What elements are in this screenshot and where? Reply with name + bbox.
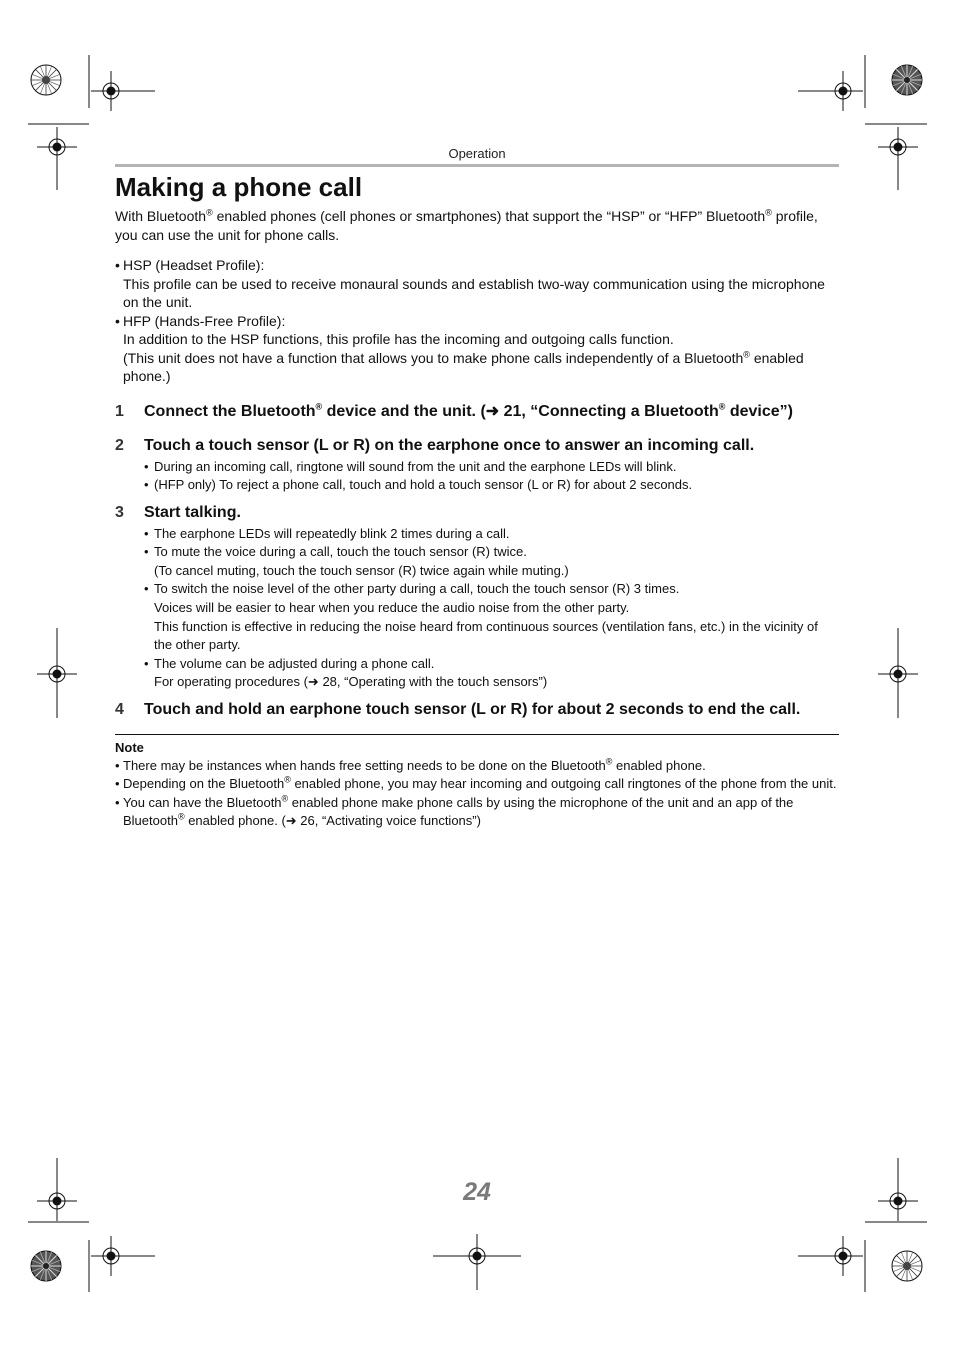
intro-paragraph — [115, 207, 839, 245]
registered-mark: ® — [605, 756, 613, 767]
profile-description: This profile can be used to receive monaural sounds and establish two-way communication using the microphone on the unit. — [123, 275, 825, 310]
step-text-part: device”) — [725, 402, 793, 420]
profile-name: HSP (Headset Profile): — [123, 257, 265, 273]
profile-description-text: (This unit does not have a function that allows you to make phone calls independently of a Bluetooth — [123, 349, 744, 366]
bullet: • — [144, 458, 149, 474]
header-rule — [115, 164, 839, 167]
step-number: 3 — [115, 503, 124, 521]
step-2 — [115, 434, 839, 495]
profile-item-hfp — [115, 312, 839, 331]
step-bullets — [144, 458, 839, 495]
arrow-right-icon: ➜ — [485, 402, 500, 420]
registered-mark: ® — [315, 401, 323, 412]
step-text-part: 21, “Connecting a Bluetooth — [499, 402, 719, 420]
list-item-text: 28, “Operating with the touch sensors”) — [318, 674, 548, 690]
step-number: 4 — [115, 701, 124, 719]
list-item-text: (To cancel muting, touch the touch sensor (R) twice again while muting.) — [154, 562, 569, 578]
bullet: • — [144, 544, 149, 560]
bullet: • — [115, 312, 120, 329]
intro-text-2: enabled phones (cell phones or smartphones) that support the “HSP” or “HFP” Bluetooth — [212, 208, 766, 224]
step-list — [115, 400, 839, 723]
list-item-text: For operating procedures ( — [154, 674, 308, 690]
list-item — [115, 775, 839, 793]
note-text: Depending on the Bluetooth — [123, 776, 285, 792]
profile-description — [115, 349, 839, 386]
note-label: Note — [115, 740, 144, 755]
registered-mark: ® — [284, 774, 291, 785]
step-bullets — [144, 525, 839, 692]
bullet: • — [144, 655, 149, 671]
arrow-right-icon: ➜ — [285, 812, 297, 828]
profile-list — [115, 256, 839, 386]
step-1 — [115, 400, 839, 424]
bullet: • — [144, 581, 149, 597]
list-item-text: To switch the noise level of the other party during a call, touch the touch sensor (R) 3 times. — [154, 581, 680, 597]
note-text: enabled phone make phone calls by using the microphone of the unit and an app of the Bluetooth — [123, 794, 794, 828]
note-text: There may be instances when hands free setting needs to be done on the Bluetooth — [123, 758, 606, 773]
profile-description-text: enabled phone.) — [123, 349, 804, 384]
step-4 — [115, 698, 839, 722]
list-item-text: Voices will be easier to hear when you reduce the audio noise from the other party. — [154, 600, 630, 616]
step-text-part: device and the unit. ( — [322, 402, 486, 420]
step-text: Touch a touch sensor (L or R) on the earphone once to answer an incoming call. — [144, 436, 755, 454]
bullet: • — [144, 477, 149, 493]
list-item — [144, 580, 839, 654]
list-item-text: (HFP only) To reject a phone call, touch and hold a touch sensor (L or R) for about 2 seconds. — [154, 477, 693, 493]
intro-text-1: With Bluetooth — [115, 208, 207, 224]
step-number: 2 — [115, 436, 124, 454]
list-item — [144, 525, 839, 544]
step-text — [144, 400, 839, 424]
list-item — [115, 794, 839, 831]
registered-mark: ® — [743, 348, 750, 359]
note-text: You can have the Bluetooth — [123, 794, 282, 810]
step-3 — [115, 501, 839, 692]
page-title: Making a phone call — [115, 172, 363, 202]
note-list — [115, 757, 839, 830]
list-item-text: The earphone LEDs will repeatedly blink 2 times during a call. — [154, 525, 510, 541]
bullet: • — [115, 758, 120, 773]
profile-item-hsp — [115, 256, 839, 275]
step-text-part: Connect the Bluetooth — [144, 402, 316, 420]
step-text: Start talking. — [144, 503, 241, 521]
list-item-text: The volume can be adjusted during a phone call. — [154, 655, 435, 671]
note-text: enabled phone. ( — [184, 812, 286, 828]
note-section — [115, 734, 839, 830]
page-number: 24 — [463, 1178, 491, 1206]
arrow-right-icon: ➜ — [307, 674, 319, 690]
list-item-text: During an incoming call, ringtone will sound from the unit and the earphone LEDs will blink. — [154, 458, 677, 474]
step-text: Touch and hold an earphone touch sensor (L or R) for about 2 seconds to end the call. — [144, 701, 801, 719]
note-text: 26, “Activating voice functions”) — [296, 812, 481, 828]
list-item-text: To mute the voice during a call, touch the touch sensor (R) twice. — [154, 544, 527, 560]
profile-name: HFP (Hands-Free Profile): — [123, 312, 286, 329]
registered-mark: ® — [177, 811, 185, 822]
registered-mark: ® — [765, 207, 772, 218]
bullet: • — [144, 525, 149, 541]
registered-mark: ® — [281, 793, 289, 804]
list-item — [144, 543, 839, 580]
registered-mark: ® — [206, 207, 213, 218]
list-item — [144, 476, 839, 495]
note-text: enabled phone. — [612, 758, 706, 773]
step-number: 1 — [115, 402, 124, 420]
list-item — [144, 655, 839, 692]
section-label: Operation — [448, 146, 506, 161]
bullet: • — [115, 776, 120, 792]
list-item — [144, 458, 839, 477]
main-content — [115, 170, 839, 722]
intro-text-3: profile, you can use the unit for phone calls. — [115, 208, 818, 243]
bullet: • — [115, 794, 120, 810]
profile-description: In addition to the HSP functions, this profile has the incoming and outgoing calls function. — [123, 331, 674, 347]
bullet: • — [115, 257, 120, 273]
note-text: enabled phone, you may hear incoming and outgoing call ringtones of the phone from the unit. — [290, 776, 837, 792]
registered-mark: ® — [718, 401, 726, 412]
list-item-text: This function is effective in reducing the noise heard from continuous sources (ventilation fans, etc.) in the vicinity of the other party. — [154, 618, 818, 653]
list-item — [115, 757, 839, 775]
